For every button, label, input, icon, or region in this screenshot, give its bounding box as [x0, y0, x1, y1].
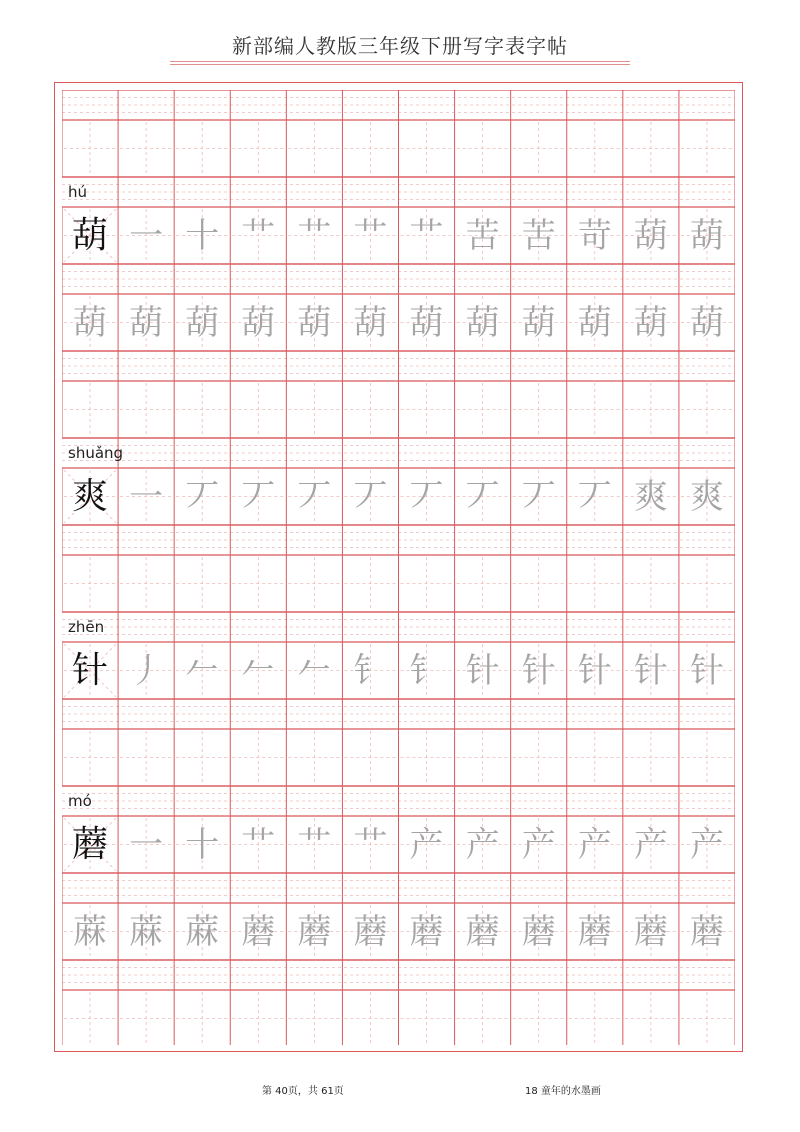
trace-character: 艹 — [353, 215, 388, 256]
pinyin-label: hú — [68, 183, 88, 201]
trace-character: 十 — [185, 215, 220, 256]
trace-character: 蘑 — [297, 911, 332, 952]
pinyin-label: mó — [68, 792, 92, 810]
trace-character: 葫 — [409, 302, 444, 343]
trace-character: 产 — [521, 824, 556, 865]
trace-character: 一 — [129, 215, 164, 256]
trace-character: 十 — [185, 824, 220, 865]
trace-character: 一 — [129, 824, 164, 865]
trace-character: 丆 — [353, 476, 388, 517]
trace-character: 丆 — [409, 476, 444, 517]
trace-character: 苛 — [577, 215, 612, 256]
pinyin-label: shuǎng — [68, 444, 124, 462]
trace-character: 产 — [577, 824, 612, 865]
trace-character: 产 — [633, 824, 668, 865]
model-character: 针 — [72, 649, 109, 691]
trace-character: 一 — [129, 476, 164, 517]
trace-character: 产 — [689, 824, 724, 865]
trace-character: 蘑 — [577, 911, 612, 952]
trace-character: 葫 — [633, 215, 668, 256]
trace-character: 针 — [689, 650, 724, 691]
trace-character: 艹 — [409, 215, 444, 256]
trace-character: 葫 — [521, 302, 556, 343]
trace-character: 爽 — [633, 476, 668, 517]
trace-character: 针 — [633, 650, 668, 691]
lesson-title: 18 童年的水墨画 — [525, 1086, 601, 1097]
trace-character: 艹 — [297, 824, 332, 865]
trace-character: 丆 — [577, 476, 612, 517]
trace-character: 蘑 — [353, 911, 388, 952]
trace-character: 𠂉 — [297, 650, 332, 691]
trace-character: 葫 — [689, 302, 724, 343]
trace-character: 蔴 — [129, 911, 164, 952]
trace-character: 丿 — [129, 650, 164, 691]
pinyin-label: zhēn — [68, 618, 105, 636]
trace-character: 葫 — [633, 302, 668, 343]
trace-character: 丆 — [241, 476, 276, 517]
trace-character: 蘑 — [633, 911, 668, 952]
page-title: 新部编人教版三年级下册写字表字帖 — [232, 34, 568, 58]
trace-character: 针 — [521, 650, 556, 691]
trace-character: 葫 — [353, 302, 388, 343]
trace-character: 丆 — [521, 476, 556, 517]
trace-character: 苦 — [521, 215, 556, 256]
model-character: 葫 — [72, 214, 109, 256]
trace-character: 葫 — [689, 215, 724, 256]
trace-character: 产 — [409, 824, 444, 865]
trace-character: 葫 — [129, 302, 164, 343]
trace-character: 丆 — [185, 476, 220, 517]
page-number: 第 40页，共 61页 — [262, 1086, 344, 1097]
trace-character: 产 — [465, 824, 500, 865]
trace-character: 蘑 — [241, 911, 276, 952]
trace-character: 钅 — [353, 650, 388, 691]
trace-character: 蘑 — [465, 911, 500, 952]
trace-character: 钅 — [409, 650, 444, 691]
trace-character: 爽 — [689, 476, 724, 517]
trace-character: 针 — [577, 650, 612, 691]
trace-character: 葫 — [465, 302, 500, 343]
trace-character: 艹 — [353, 824, 388, 865]
title-rule-bottom — [170, 64, 630, 65]
trace-character: 蔴 — [73, 911, 108, 952]
trace-character: 艹 — [241, 215, 276, 256]
trace-character: 葫 — [577, 302, 612, 343]
trace-character: 丆 — [297, 476, 332, 517]
trace-character: 苦 — [465, 215, 500, 256]
trace-character: 丆 — [465, 476, 500, 517]
trace-character: 蘑 — [409, 911, 444, 952]
trace-character: 葫 — [241, 302, 276, 343]
trace-character: 针 — [465, 650, 500, 691]
trace-character: 蘑 — [521, 911, 556, 952]
trace-character: 𠂉 — [185, 650, 220, 691]
trace-character: 葫 — [297, 302, 332, 343]
model-character: 爽 — [72, 475, 109, 517]
trace-character: 葫 — [73, 302, 108, 343]
trace-character: 艹 — [297, 215, 332, 256]
title-rule-top — [170, 61, 630, 62]
trace-character: 葫 — [185, 302, 220, 343]
trace-character: 艹 — [241, 824, 276, 865]
trace-character: 𠂉 — [241, 650, 276, 691]
model-character: 蘑 — [72, 823, 109, 865]
trace-character: 蔴 — [185, 911, 220, 952]
trace-character: 蘑 — [689, 911, 724, 952]
